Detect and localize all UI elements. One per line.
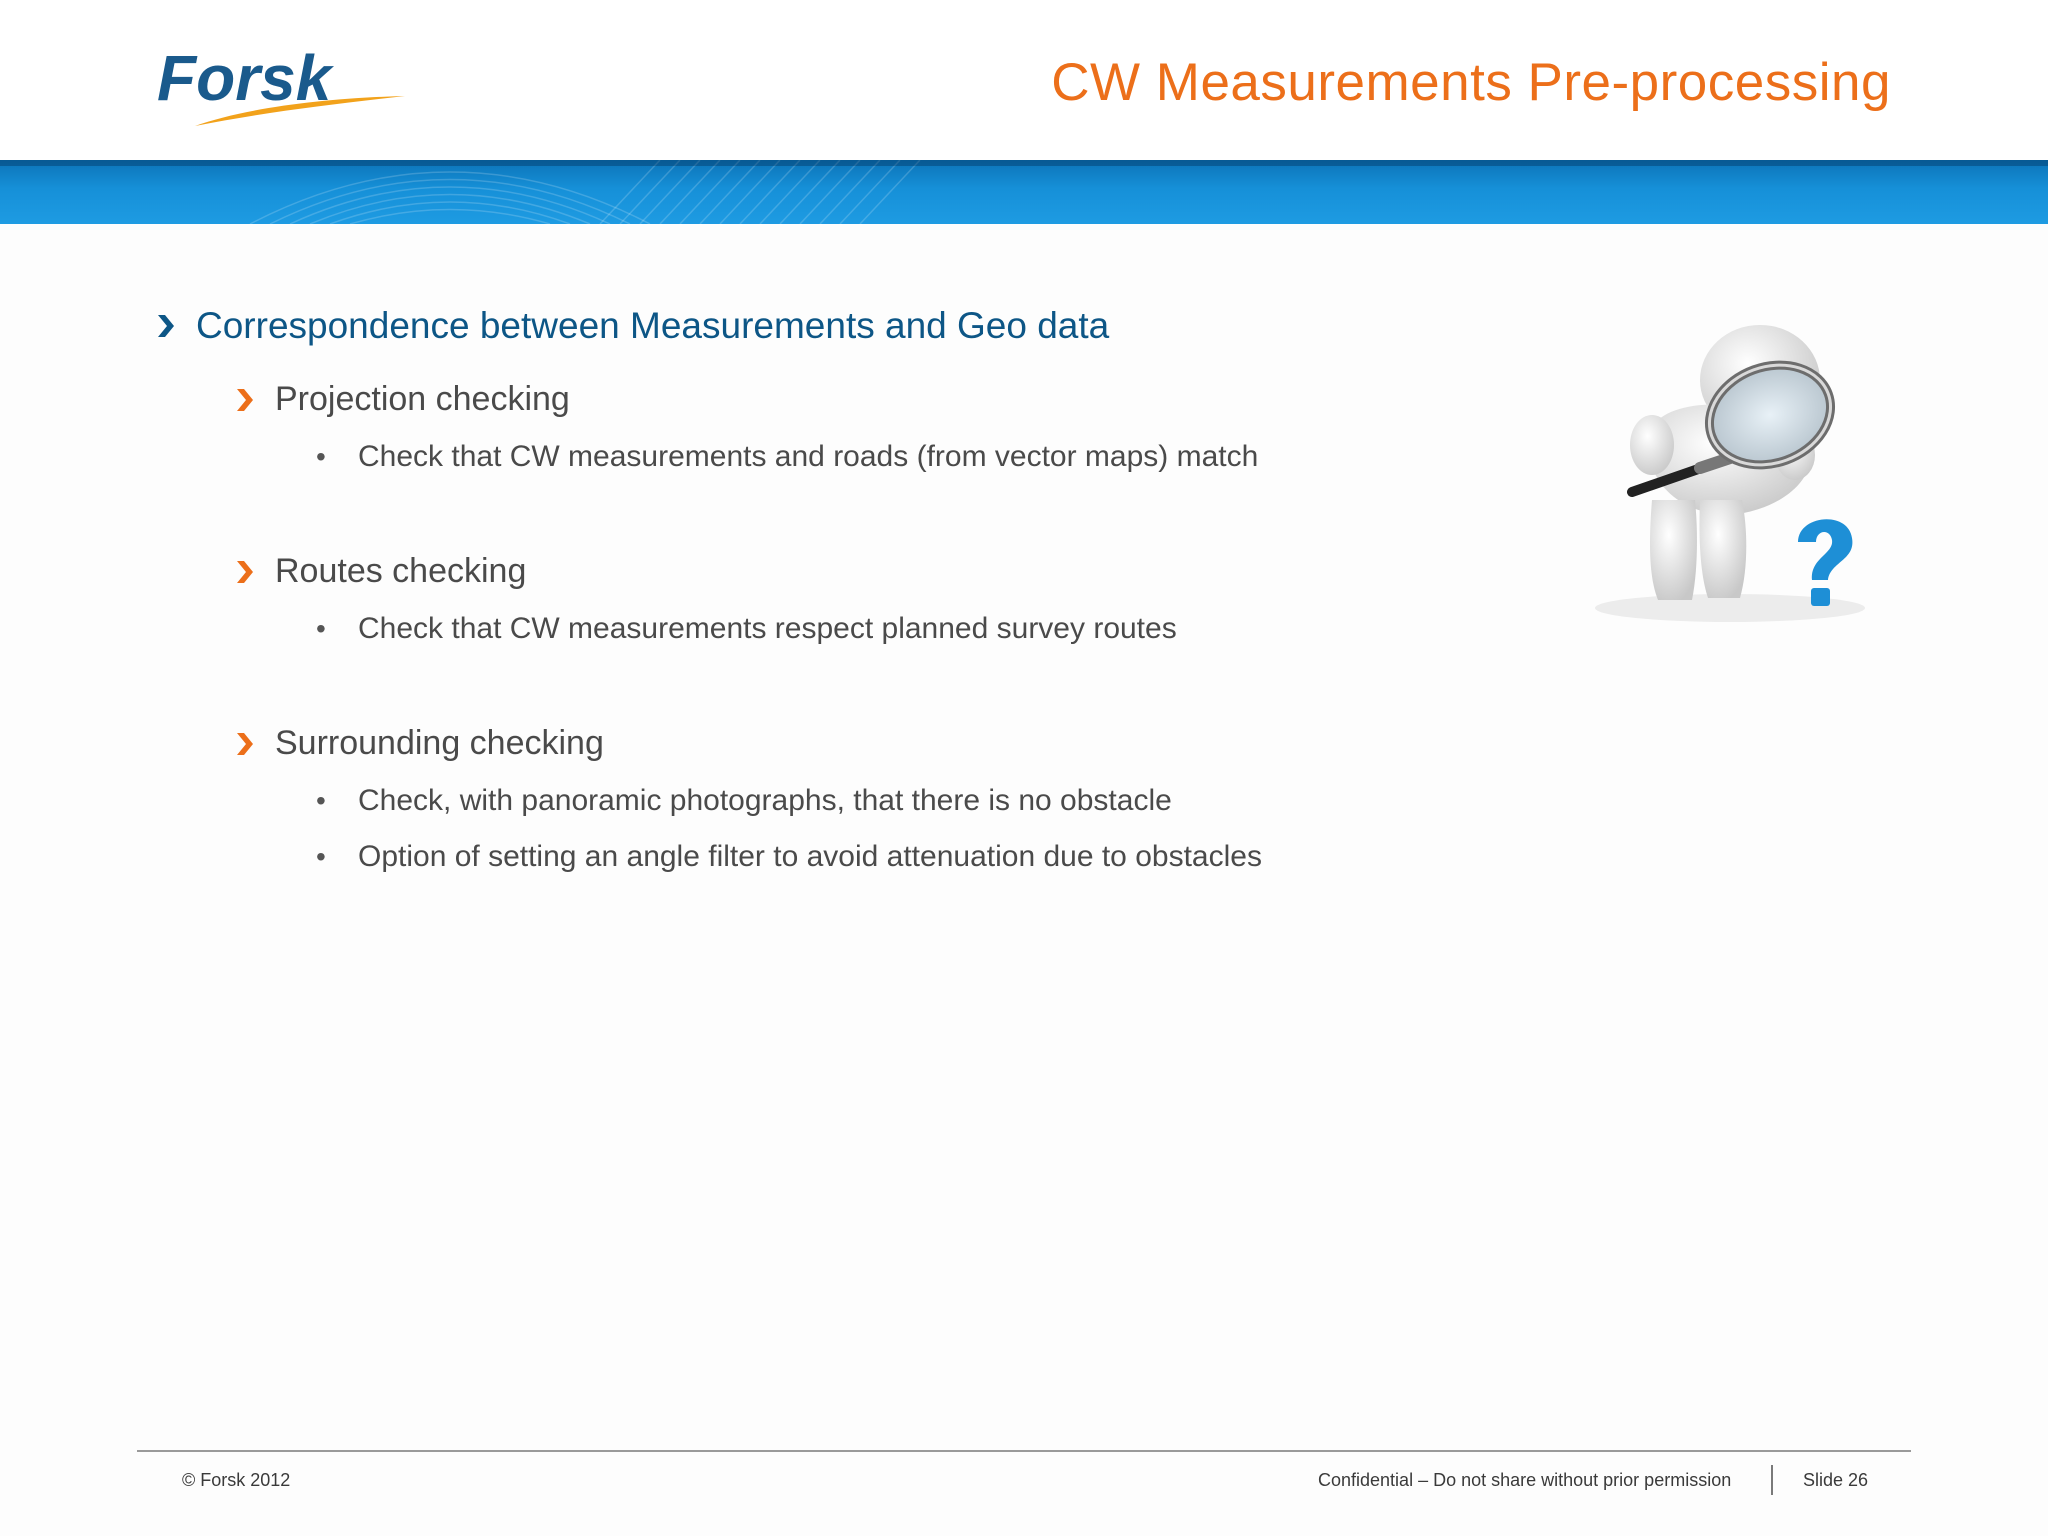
bullet-row	[316, 784, 1172, 818]
chevron-right-icon	[156, 313, 176, 339]
footer-slide-number: Slide 26	[1803, 1470, 1869, 1490]
question-mark-icon	[1798, 519, 1852, 606]
bullet-row	[316, 612, 1177, 646]
chevron-right-icon	[235, 559, 255, 585]
footer-copyright: © Forsk 2012	[182, 1470, 291, 1490]
bullet-text: Check, with panoramic photographs, that there is no obstacle	[358, 784, 1172, 817]
magnifier-figure-illustration	[1580, 310, 1900, 630]
chevron-right-icon	[235, 387, 255, 413]
logo-text: Forsk	[157, 42, 332, 114]
heading-row	[156, 305, 1109, 347]
section-label: Projection checking	[275, 380, 570, 418]
footer-divider	[137, 1450, 1911, 1452]
chevron-right-icon	[235, 731, 255, 757]
bullet-text: Check that CW measurements and roads (from vector maps) match	[358, 440, 1259, 473]
section-label: Routes checking	[275, 552, 527, 590]
bullet-row	[316, 440, 1258, 474]
section-row-routes	[235, 552, 526, 591]
section-label: Surrounding checking	[275, 724, 604, 762]
footer-confidential: Confidential – Do not share without prior permission	[1318, 1470, 1732, 1490]
bullet-dot-icon: •	[316, 841, 326, 872]
bullet-text: Check that CW measurements respect planned survey routes	[358, 612, 1177, 645]
slide-title: CW Measurements Pre-processing	[1051, 53, 1891, 112]
section-heading: Correspondence between Measurements and Geo data	[196, 305, 1110, 346]
footer-separator	[1771, 1465, 1773, 1495]
bullet-dot-icon: •	[316, 785, 326, 816]
section-row-projection	[235, 380, 570, 419]
bullet-dot-icon: •	[316, 441, 326, 472]
bullet-text: Option of setting an angle filter to avoid attenuation due to obstacles	[358, 840, 1262, 873]
bullet-row	[316, 840, 1262, 874]
section-row-surrounding	[235, 724, 604, 763]
bullet-dot-icon: •	[316, 613, 326, 644]
